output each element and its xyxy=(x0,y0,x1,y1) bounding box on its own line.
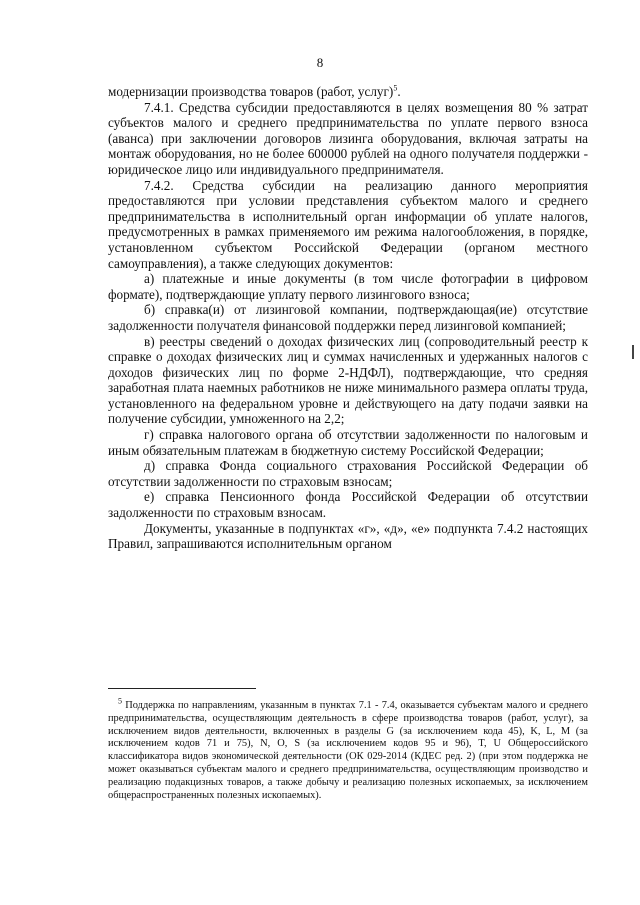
paragraph-intro-continuation xyxy=(108,84,588,100)
list-item-v: в) реестры сведений о доходах физических лиц (сопроводительный реестр к справке о доходах физических лиц и суммах начисленных и удержанных налогов с доходов физических лиц по форме 2-НДФЛ), подтверждающие, что средняя заработная плата наемных работников не ниже минимального размера оплаты труда, установленного на федеральном уровне и действующего на дату подачи заявки на получение субсидии, умноженного на 2,2; xyxy=(108,333,588,427)
document-body xyxy=(108,84,588,552)
footnote-divider xyxy=(108,688,256,689)
list-item-e: е) справка Пенсионного фонда Российской Федерации об отсутствии задолженности по страховым взносам. xyxy=(108,489,588,521)
scan-edge-mark xyxy=(632,345,634,359)
list-item-d: д) справка Фонда социального страхования Российской Федерации об отсутствии задолженности по страховым взносам; xyxy=(108,458,588,489)
footnote xyxy=(108,696,588,802)
footnote-marker: 5 xyxy=(118,696,122,706)
footnote-reference: 5 xyxy=(393,83,398,93)
list-item-a: а) платежные и иные документы (в том числе фотографии в цифровом формате), подтверждающие уплату первого лизингового взноса; xyxy=(108,271,588,302)
list-item-b: б) справка(и) от лизинговой компании, подтверждающая(ие) отсутствие задолженности получателя финансовой поддержки перед лизинговой компанией; xyxy=(108,302,588,333)
footnote-text: Поддержка по направлениям, указанным в пунктах 7.1 - 7.4, оказывается субъектам малого и среднего предпринимательства, осуществляющим деятельность в сфере производства товаров (работ, услуг), за исключением видов деятельности, включенных в разделы G (за исключением кода 45), K, L, M (за исключением кодов 71 и 75), N, O, S (за исключением кодов 95 и 96), T, U Общероссийского классификатора видов экономической деятельности (ОК 029-2014 (КДЕС ред. 2) (при этом поддержка не может оказываться субъектам малого и среднего предпринимательства, осуществляющим производство и реализацию подакцизных товаров, а также добычу и реализацию полезных ископаемых, за исключением общераспространенных полезных ископаемых). xyxy=(108,700,588,801)
paragraph-text-tail: . xyxy=(397,84,401,99)
paragraph-7-4-2: 7.4.2. Средства субсидии на реализацию данного мероприятия предоставляются при условии представления субъектом малого и среднего предпринимательства в исполнительный орган информации об уплате налогов, предусмотренных в рамках применяемого им режима налогообложения, в порядке, установленном субъектом Российской Федерации (органом местного самоуправления), а также следующих документов: xyxy=(108,177,588,271)
paragraph-text: модернизации производства товаров (работ, услуг) xyxy=(108,84,394,99)
paragraph-7-4-1: 7.4.1. Средства субсидии предоставляются в целях возмещения 80 % затрат субъектов малого и среднего предпринимательства по уплате первого взноса (аванса) при заключении договоров лизинга оборудования, включая затраты на монтаж оборудования, но не более 600000 рублей на одного получателя поддержки - юридическое лицо или индивидуального предпринимателя. xyxy=(108,99,588,177)
paragraph-documents: Документы, указанные в подпунктах «г», «д», «е» подпункта 7.4.2 настоящих Правил, запрашиваются исполнительным органом xyxy=(108,520,588,552)
page-number: 8 xyxy=(316,55,324,70)
list-item-g: г) справка налогового органа об отсутствии задолженности по налоговым и иным обязательным платежам в бюджетную систему Российской Федерации; xyxy=(108,427,588,458)
